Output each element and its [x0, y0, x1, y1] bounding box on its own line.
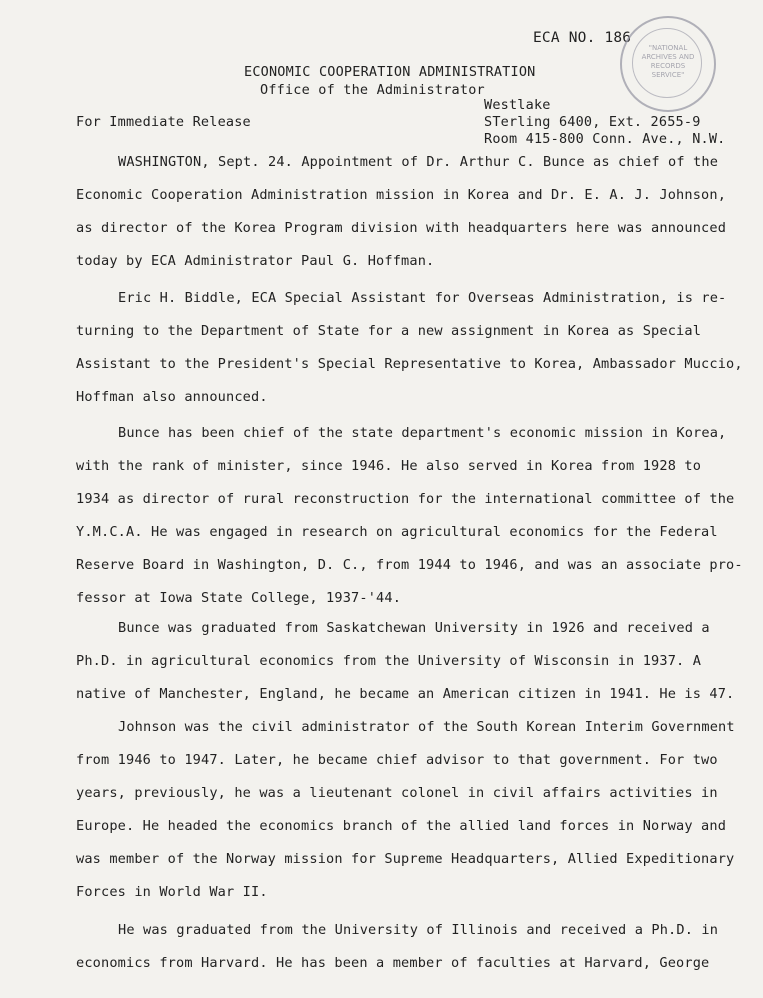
body-line: with the rank of minister, since 1946. He also served in Korea from 1928 to — [76, 458, 702, 474]
body-line: Economic Cooperation Administration mission in Korea and Dr. E. A. J. Johnson, — [76, 187, 727, 203]
body-line: Europe. He headed the economics branch of the allied land forces in Norway and — [76, 818, 727, 834]
office-subtitle: Office of the Administrator — [260, 82, 485, 98]
contact-line-1: Westlake — [484, 97, 551, 113]
body-line: native of Manchester, England, he became an American citizen in 1941. He is 47. — [76, 686, 735, 702]
body-line: WASHINGTON, Sept. 24. Appointment of Dr. Arthur C. Bunce as chief of the — [118, 154, 719, 170]
contact-line-2: STerling 6400, Ext. 2655-9 — [484, 114, 701, 130]
body-line: Ph.D. in agricultural economics from the University of Wisconsin in 1937. A — [76, 653, 702, 669]
stamp-line: RECORDS — [650, 62, 686, 70]
body-line: Johnson was the civil administrator of the South Korean Interim Government — [118, 719, 735, 735]
body-line: Y.M.C.A. He was engaged in research on agricultural economics for the Federal — [76, 524, 718, 540]
release-notice: For Immediate Release — [76, 114, 251, 130]
body-line: Forces in World War II. — [76, 884, 268, 900]
body-line: as director of the Korea Program division with headquarters here was announced — [76, 220, 727, 236]
body-line: Bunce was graduated from Saskatchewan University in 1926 and received a — [118, 620, 710, 636]
stamp-line: ARCHIVES AND — [641, 53, 695, 61]
body-line: Bunce has been chief of the state department's economic mission in Korea, — [118, 425, 727, 441]
body-line: years, previously, he was a lieutenant colonel in civil affairs activities in — [76, 785, 718, 801]
body-line: He was graduated from the University of Illinois and received a Ph.D. in — [118, 922, 719, 938]
body-line: Assistant to the President's Special Representative to Korea, Ambassador Muccio, — [76, 356, 743, 372]
archives-stamp — [620, 16, 716, 112]
body-line: fessor at Iowa State College, 1937-'44. — [76, 590, 402, 606]
body-line: Hoffman also announced. — [76, 389, 268, 405]
stamp-line: SERVICE" — [651, 71, 685, 79]
body-line: 1934 as director of rural reconstruction for the international committee of the — [76, 491, 735, 507]
body-line: Eric H. Biddle, ECA Special Assistant for Overseas Administration, is re- — [118, 290, 727, 306]
body-line: today by ECA Administrator Paul G. Hoffman. — [76, 253, 435, 269]
body-line: economics from Harvard. He has been a member of faculties at Harvard, George — [76, 955, 710, 971]
body-line: from 1946 to 1947. Later, he became chief advisor to that government. For two — [76, 752, 718, 768]
body-line: was member of the Norway mission for Supreme Headquarters, Allied Expeditionary — [76, 851, 735, 867]
body-line: turning to the Department of State for a new assignment in Korea as Special — [76, 323, 702, 339]
body-line: Reserve Board in Washington, D. C., from 1944 to 1946, and was an associate pro- — [76, 557, 743, 573]
contact-line-3: Room 415-800 Conn. Ave., N.W. — [484, 131, 726, 147]
agency-title: ECONOMIC COOPERATION ADMINISTRATION — [244, 64, 536, 80]
stamp-line: "NATIONAL — [648, 44, 688, 52]
doc-number: ECA NO. 186 — [533, 30, 632, 46]
